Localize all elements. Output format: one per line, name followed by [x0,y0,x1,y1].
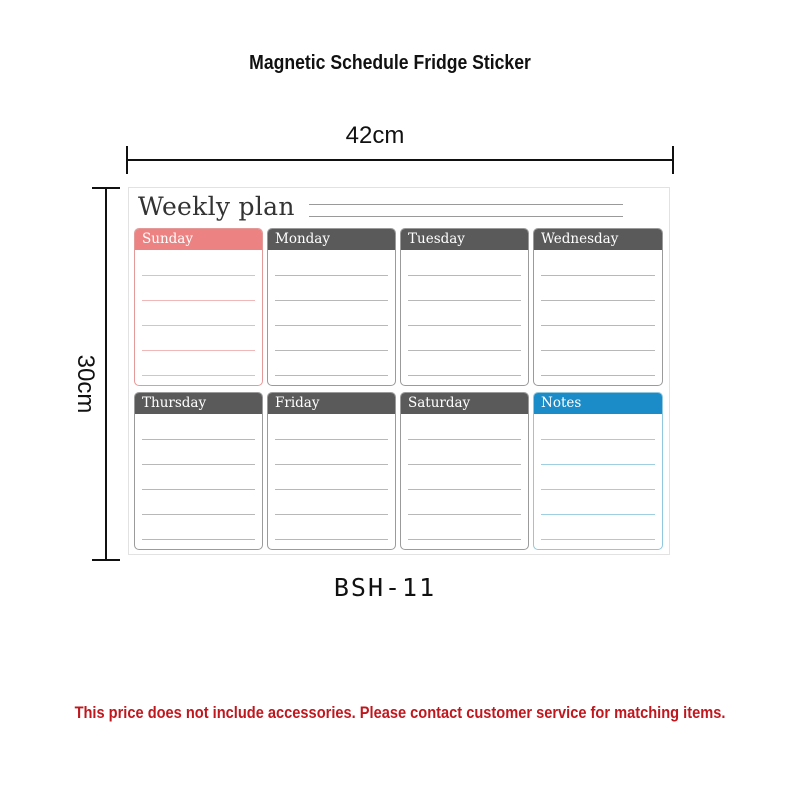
writing-line [541,439,655,440]
card-friday [267,392,396,550]
writing-line [142,375,255,376]
writing-line [275,539,388,540]
writing-line [275,350,388,351]
writing-line [142,539,255,540]
width-dimension-label: 42cm [345,122,405,149]
card-notes [533,392,663,550]
card-header: Monday [268,229,395,250]
writing-line [541,514,655,515]
writing-line [408,375,521,376]
board-title: Weekly plan [138,192,295,221]
writing-line [142,350,255,351]
card-header: Thursday [135,393,262,414]
price-notice: This price does not include accessories. Please contact customer service for matching items. [74,703,726,722]
writing-line [275,439,388,440]
writing-line [541,539,655,540]
writing-line [541,489,655,490]
writing-line [142,514,255,515]
card-header: Tuesday [401,229,528,250]
card-tuesday [400,228,529,386]
height-dimension-tick-top [92,187,120,189]
writing-line [408,464,521,465]
card-thursday [134,392,263,550]
card-wednesday [533,228,663,386]
writing-line [408,300,521,301]
writing-line [142,275,255,276]
model-code: BSH-11 [333,573,437,602]
width-dimension-line [127,159,673,161]
card-header: Notes [534,393,662,414]
writing-line [408,325,521,326]
card-sunday [134,228,263,386]
writing-line [408,489,521,490]
card-header: Friday [268,393,395,414]
card-monday [267,228,396,386]
height-dimension-line [105,188,107,560]
writing-line [142,439,255,440]
writing-line [541,300,655,301]
height-dimension-label: 30cm [72,354,99,414]
writing-line [275,275,388,276]
writing-line [408,539,521,540]
writing-line [275,375,388,376]
product-title: Magnetic Schedule Fridge Sticker [249,52,531,74]
card-saturday [400,392,529,550]
writing-line [275,514,388,515]
writing-line [541,325,655,326]
title-rule-bottom [309,216,623,217]
writing-line [275,489,388,490]
card-header: Sunday [135,229,262,250]
writing-line [142,325,255,326]
writing-line [142,464,255,465]
writing-line [275,464,388,465]
writing-line [541,350,655,351]
width-dimension-tick-left [126,146,128,174]
writing-line [275,300,388,301]
writing-line [541,464,655,465]
height-dimension-tick-bottom [92,559,120,561]
writing-line [408,514,521,515]
writing-line [408,275,521,276]
writing-line [541,375,655,376]
card-header: Saturday [401,393,528,414]
width-dimension-tick-right [672,146,674,174]
title-rule-top [309,204,623,205]
writing-line [275,325,388,326]
writing-line [541,275,655,276]
card-header: Wednesday [534,229,662,250]
writing-line [142,300,255,301]
writing-line [408,439,521,440]
writing-line [142,489,255,490]
writing-line [408,350,521,351]
